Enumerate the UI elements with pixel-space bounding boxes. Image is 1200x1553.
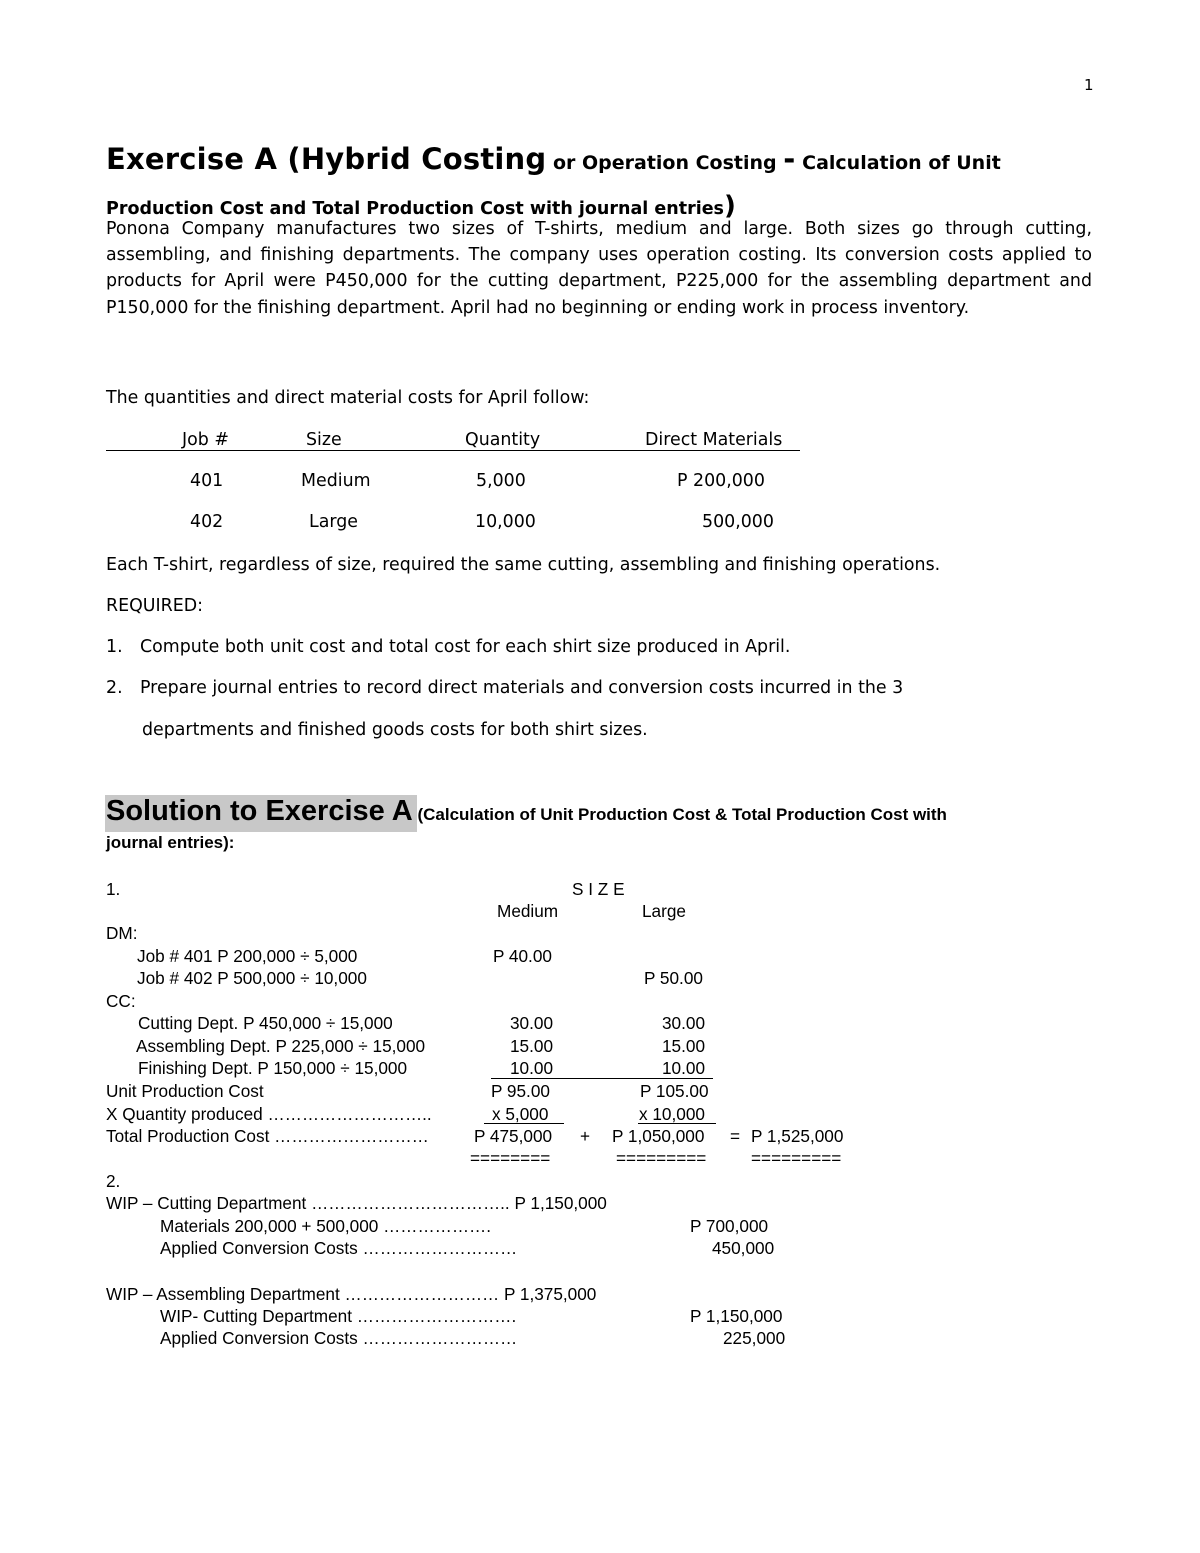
entry2-credit1-label: WIP- Cutting Department ……………………….: [160, 1306, 517, 1326]
entry1-credit1-label: Materials 200,000 + 500,000 ……………….: [160, 1216, 492, 1236]
table-header-job: Job #: [182, 430, 229, 450]
dm-row-401-medium: P 40.00: [493, 946, 552, 966]
dm-row-401-label: Job # 401 P 200,000 ÷ 5,000: [137, 946, 358, 966]
dm-row-402-label: Job # 402 P 500,000 ÷ 10,000: [137, 968, 367, 988]
cc-finishing-label: Finishing Dept. P 150,000 ÷ 15,000: [138, 1058, 408, 1078]
required-item-2-cont: departments and finished goods costs for both shirt sizes.: [142, 720, 648, 740]
cc-finishing-medium: 10.00: [510, 1058, 554, 1078]
table-cell-size-medium: Medium: [301, 471, 371, 491]
total-cost-label: Total Production Cost ………………………: [106, 1126, 429, 1146]
entry1-debit: WIP – Cutting Department …………………………….. P 1,150,000: [106, 1193, 607, 1213]
quantity-large-underline: [638, 1123, 716, 1124]
entry2-credit1-amount: P 1,150,000: [690, 1306, 783, 1326]
table-cell-size-large: Large: [309, 512, 358, 532]
title-line2-text: Production Cost and Total Production Cost with journal entries: [106, 199, 724, 219]
cc-cutting-label: Cutting Dept. P 450,000 ÷ 15,000: [138, 1013, 393, 1033]
table-cell-dm-200000: P 200,000: [677, 471, 765, 491]
table-cell-qty-10000: 10,000: [475, 512, 536, 532]
quantity-label: X Quantity produced ………………………..: [106, 1104, 432, 1124]
part2-number: 2.: [106, 1171, 121, 1191]
total-plus-sign: +: [580, 1126, 591, 1146]
required-item-2-num: 2.: [106, 678, 123, 698]
unit-cost-large: P 105.00: [640, 1081, 709, 1101]
solution-subheading-line2: journal entries):: [106, 833, 235, 852]
title-part2: or Operation Costing: [546, 152, 784, 174]
cc-assembling-medium: 15.00: [510, 1036, 554, 1056]
quantity-medium: x 5,000: [492, 1104, 549, 1124]
table-header-rule: [106, 450, 800, 451]
cc-assembling-label: Assembling Dept. P 225,000 ÷ 15,000: [136, 1036, 426, 1056]
table-cell-dm-500000: 500,000: [702, 512, 774, 532]
total-cost-large: P 1,050,000: [612, 1126, 705, 1146]
table-header-size: Size: [306, 430, 342, 450]
cc-cutting-medium: 30.00: [510, 1013, 554, 1033]
entry1-credit2-amount: 450,000: [712, 1238, 775, 1258]
solution-heading-text: Solution to Exercise: [106, 795, 392, 827]
cc-label: CC:: [106, 991, 136, 1011]
total-cost-medium: P 475,000: [474, 1126, 553, 1146]
total-equals-sign: =: [730, 1126, 741, 1146]
cc-assembling-large: 15.00: [662, 1036, 706, 1056]
subtotal-rule: [491, 1078, 713, 1079]
table-cell-job-402: 402: [190, 512, 224, 532]
entry2-debit: WIP – Assembling Department ……………………… P 1,375,000: [106, 1284, 597, 1304]
double-rule-medium: ========: [470, 1148, 551, 1168]
double-rule-sum: =========: [751, 1148, 842, 1168]
table-cell-qty-5000: 5,000: [476, 471, 526, 491]
operations-note: Each T-shirt, regardless of size, required the same cutting, assembling and finishing operations.: [106, 555, 941, 575]
entry1-credit2-label: Applied Conversion Costs ………………………: [160, 1238, 518, 1258]
part1-number: 1.: [106, 879, 121, 899]
unit-cost-medium: P 95.00: [491, 1081, 550, 1101]
table-cell-job-401: 401: [190, 471, 224, 491]
table-header-direct-materials: Direct Materials: [645, 430, 783, 450]
total-cost-sum: P 1,525,000: [751, 1126, 844, 1146]
dm-row-402-large: P 50.00: [644, 968, 703, 988]
title-dash: -: [783, 142, 796, 176]
required-item-1: Compute both unit cost and total cost for each shirt size produced in April.: [140, 637, 791, 657]
solution-subheading: (Calculation of Unit Production Cost & Total Production Cost with: [412, 805, 947, 824]
cc-cutting-large: 30.00: [662, 1013, 706, 1033]
size-label: S I Z E: [572, 879, 625, 899]
problem-statement: Ponona Company manufactures two sizes of T-shirts, medium and large. Both sizes go through cutting, assembling, and finishing departments. The company uses operation costing. Its conversion costs applied to products for April were P450,000 for the cutting department, P225,000 for the assembling department and P150,000 for the finishing department. April had no beginning or ending work in process inventory.: [106, 219, 1092, 318]
page-number: 1: [1084, 76, 1094, 94]
table-header-quantity: Quantity: [465, 430, 541, 450]
exercise-title: [106, 142, 1001, 176]
title-close-paren: ): [723, 191, 736, 221]
title-part1: Exercise A (Hybrid Costing: [106, 142, 547, 176]
quantity-large: x 10,000: [639, 1104, 705, 1124]
double-rule-large: =========: [616, 1148, 707, 1168]
table-intro: The quantities and direct material costs for April follow:: [106, 388, 590, 408]
entry2-credit2-amount: 225,000: [723, 1328, 786, 1348]
entry2-credit2-label: Applied Conversion Costs ………………………: [160, 1328, 518, 1348]
cc-finishing-large: 10.00: [662, 1058, 706, 1078]
solution-heading-letter: A: [391, 795, 413, 827]
required-label: REQUIRED:: [106, 596, 203, 616]
quantity-medium-underline: [484, 1123, 564, 1124]
col-medium: Medium: [497, 901, 559, 921]
title-part3: Calculation of Unit: [795, 152, 1001, 174]
required-item-2: Prepare journal entries to record direct materials and conversion costs incurred in the 3: [140, 678, 904, 698]
unit-cost-label: Unit Production Cost: [106, 1081, 264, 1101]
required-item-1-num: 1.: [106, 637, 123, 657]
dm-label: DM:: [106, 923, 138, 943]
col-large: Large: [642, 901, 686, 921]
solution-heading: [106, 795, 947, 828]
entry1-credit1-amount: P 700,000: [690, 1216, 769, 1236]
